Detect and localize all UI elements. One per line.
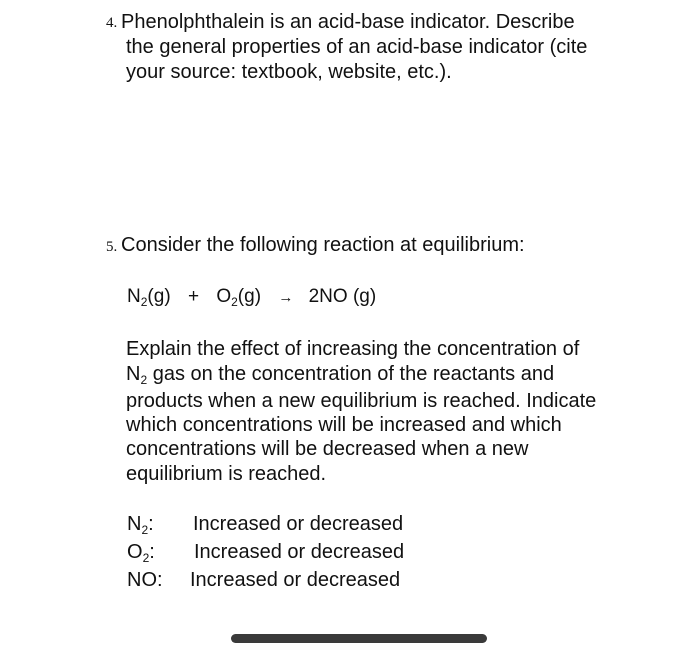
question-4-line-3: your source: textbook, website, etc.). — [126, 61, 452, 83]
answer-text-n2: Increased or decreased — [193, 513, 404, 535]
explain-line-2: $N_2$ gas on the concentration of the reactants and — [126, 363, 555, 387]
answer-text-o2: Increased or decreased — [194, 541, 405, 563]
plus-sign: + — [187, 286, 200, 307]
answer-row-o2 — [127, 540, 155, 564]
answer-species: $N_2$: — [127, 513, 154, 537]
question-4-line-2: the general properties of an acid-base indicator (cite — [126, 36, 588, 58]
explain-line-3: products when a new equilibrium is reached. Indicate — [126, 390, 597, 412]
explain-line-4: which concentrations will be increased and which — [126, 414, 562, 436]
answer-species: $O_2$: — [127, 541, 155, 565]
answer-row-n2 — [127, 512, 154, 536]
question-number: 5. — [106, 239, 118, 255]
question-5-intro: Consider the following reaction at equilibrium: — [121, 234, 525, 256]
answer-species: NO: — [127, 569, 163, 591]
question-number: 4. — [106, 15, 118, 31]
explain-line-6: equilibrium is reached. — [126, 463, 327, 485]
reaction-equation — [127, 285, 376, 310]
explain-line-5: concentrations will be decreased when a new — [126, 438, 529, 460]
explain-line-1: Explain the effect of increasing the concentration of — [126, 338, 580, 360]
home-indicator[interactable] — [231, 634, 487, 643]
answer-text-no: Increased or decreased — [190, 569, 401, 591]
reactant-o2: $O_2(g)$ — [216, 286, 262, 309]
question-4-line-1: Phenolphthalein is an acid-base indicator. Describe — [121, 11, 575, 33]
product-no: 2NO (g) — [308, 286, 377, 307]
reactant-n2: $N_2(g)$ — [127, 286, 171, 309]
reaction-arrow-icon: → — [278, 289, 294, 306]
answer-row-no — [127, 568, 163, 592]
